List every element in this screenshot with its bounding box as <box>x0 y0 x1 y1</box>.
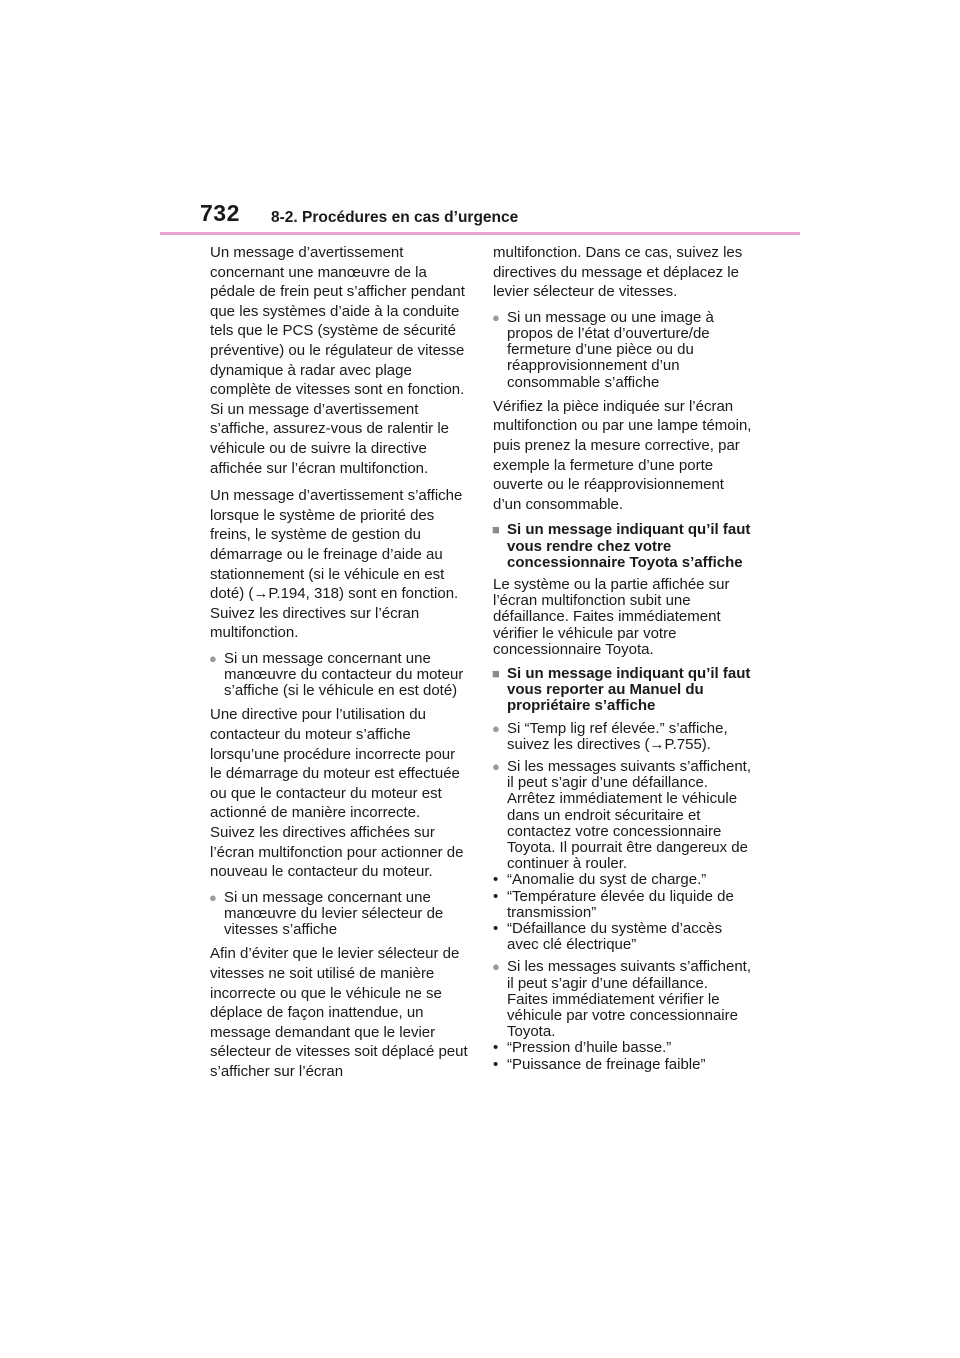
message-list <box>493 1040 755 1072</box>
list-item: • “Anomalie du syst de charge.” <box>493 872 755 888</box>
section-title: 8-2. Procédures en cas d’urgence <box>271 209 519 226</box>
bullet-text: Arrêtez immédiatement le véhicule dans un endroit sécuritaire et contactez votre concessionnaire Toyota. Il pourrait être dangereux de continuer à rouler. <box>507 790 748 873</box>
subsection-heading: ■ Si un message indiquant qu’il faut vous reporter au Manuel du propriétaire s’affiche <box>493 666 755 715</box>
message-list <box>493 872 755 953</box>
left-column <box>210 243 468 1090</box>
bullet-text: ● Si les messages suivants s’affichent, il peut s’agir d’une défaillance. <box>507 758 752 792</box>
page-number: 732 <box>200 200 240 226</box>
bullet-item <box>493 959 755 1040</box>
list-item: • “Température élevée du liquide de transmission” <box>493 889 755 921</box>
paragraph: Un message d’avertissement concernant une manœuvre de la pédale de frein peut s’afficher pendant que les systèmes d’aide à la conduite tels que le PCS (système de sécurité préventive) ou le régulateur de vitesse dynamique à radar avec plage complète de vitesses sont en fonction. Si un message d’avertissement s’affiche, assurez-vous de ralentir le véhicule ou de suivre la directive affichée sur l’écran multifonction. <box>210 244 465 477</box>
paragraph: Un message d’avertissement s’affiche lorsque le système de priorité des freins, le système de gestion du démarrage ou le freinage d’aide au stationnement (si le véhicule en est doté) (→P.194, 318) sont en fonction. Suivez les directives sur l’écran multifonction. <box>210 487 463 642</box>
paragraph: Le système ou la partie affichée sur l’écran multifonction subit une défaillance. Faites immédiatement vérifier le véhicule par votre concessionnaire Toyota. <box>493 575 730 658</box>
header-rule <box>160 232 800 235</box>
bullet-heading: ● Si un message concernant une manœuvre du contacteur du moteur s’affiche (si le véhicule en est doté) <box>210 651 468 700</box>
list-item: • “Pression d’huile basse.” <box>493 1040 755 1056</box>
right-column <box>493 243 755 1079</box>
paragraph: Afin d’éviter que le levier sélecteur de vitesses ne soit utilisé de manière incorrecte ou que le véhicule ne se déplace de façon inattendue, un message demandant que le levier sélecteur de vitesses soit déplacé peut s’afficher sur l’écran <box>210 945 468 1080</box>
list-item: • “Défaillance du système d’accès avec clé électrique” <box>493 921 755 953</box>
bullet-item <box>493 759 755 872</box>
bullet-text: Faites immédiatement vérifier le véhicule par votre concessionnaire Toyota. <box>507 990 738 1041</box>
paragraph: Vérifiez la pièce indiquée sur l’écran multifonction ou par une lampe témoin, puis prenez la mesure corrective, par exemple la fermeture d’une porte ouverte ou le réapprovisionnement d’un consommable. <box>493 397 752 513</box>
paragraph: Une directive pour l’utilisation du contacteur du moteur s’affiche lorsqu’une procédure incorrecte pour le démarrage du moteur est effectuée ou que le contacteur du moteur est actionné de manière incorrecte. Suivez les directives affichées sur l’écran multifonction pour actionner de nouveau le contacteur du moteur. <box>210 706 464 881</box>
list-item: • “Puissance de freinage faible” <box>493 1057 755 1073</box>
bullet-item: ● Si “Temp lig ref élevée.” s’affiche, suivez les directives (→P.755). <box>493 721 755 753</box>
bullet-text: ● Si les messages suivants s’affichent, il peut s’agir d’une défaillance. <box>507 958 752 992</box>
bullet-heading: ● Si un message concernant une manœuvre du levier sélecteur de vitesses s’affiche <box>210 890 468 939</box>
subsection-heading: ■ Si un message indiquant qu’il faut vous rendre chez votre concessionnaire Toyota s’affiche <box>493 522 755 571</box>
paragraph: multifonction. Dans ce cas, suivez les directives du message et déplacez le levier sélecteur de vitesses. <box>493 244 743 301</box>
bullet-heading: ● Si un message ou une image à propos de l’état d’ouverture/de fermeture d’une pièce ou du réapprovisionnement d’un consommable s’affiche <box>493 310 755 391</box>
